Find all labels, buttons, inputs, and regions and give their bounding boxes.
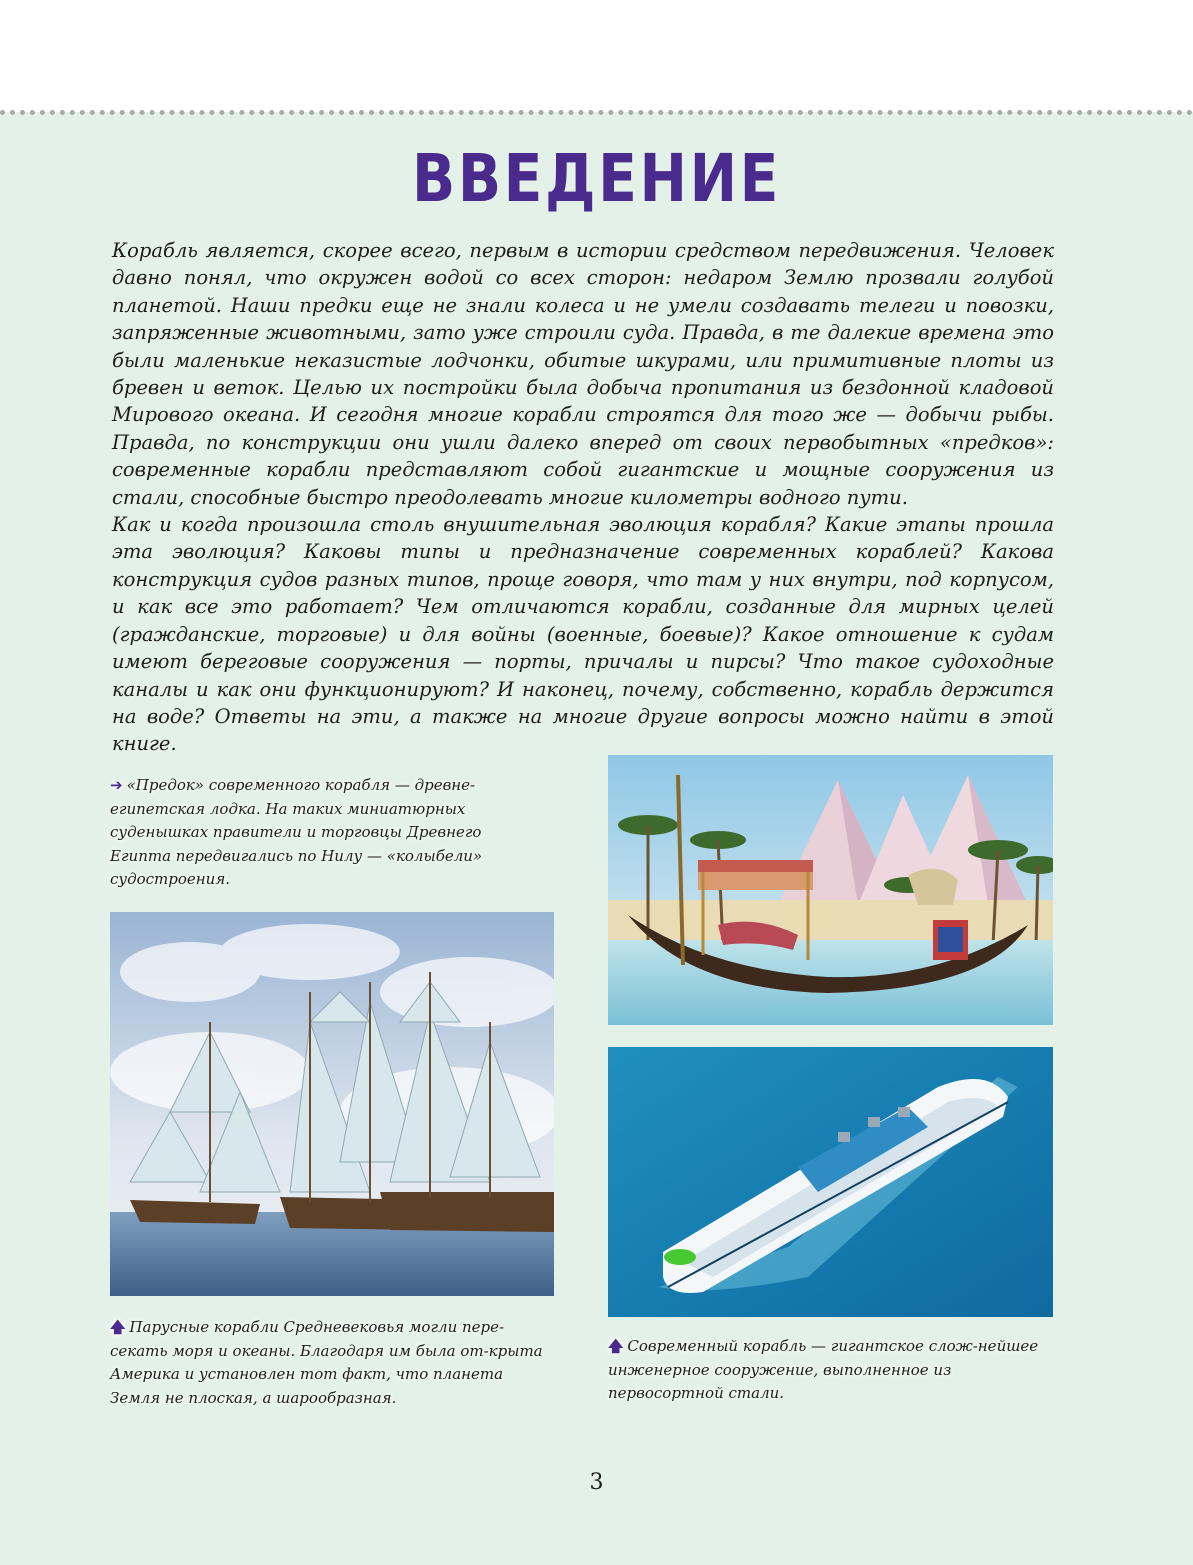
caption-egypt-text: «Предок» современного корабля — древне-египетская лодка. На таких миниатюрных суденышках правители и торговцы Древнего Египта передвигались по Нилу — «колыбели» судостроения. bbox=[110, 776, 483, 888]
egyptian-boat-image bbox=[608, 755, 1053, 1025]
caption-egypt bbox=[110, 774, 530, 892]
cruise-ship-image bbox=[608, 1047, 1053, 1317]
page-title: ВВЕДЕНИЕ bbox=[411, 140, 782, 217]
up-arrow-icon: 🡅 bbox=[608, 1337, 624, 1355]
caption-modern-text: Современный корабль — гигантское слож-нейшее инженерное сооружение, выполненное из первосортной стали. bbox=[608, 1337, 1039, 1402]
up-arrow-icon: 🡅 bbox=[110, 1318, 126, 1336]
page-number: 3 bbox=[589, 1470, 604, 1495]
caption-sailing bbox=[110, 1316, 552, 1410]
intro-paragraph-1: Корабль является, скорее всего, первым в истории средством передвижения. Человек давно понял, что окружен водой со всех сторон: недаром Землю прозвали голубой планетой. Наши предки еще не знали колеса и не умели создавать телеги и повозки, запряженные животными, зато уже строили суда. Правда, в те далекие времена это были маленькие неказистые лодчонки, обитые шкурами, или примитивные плоты из бревен и веток. Целью их постройки была добыча пропитания из бездонной кладовой Мирового океана. И сегодня многие корабли строятся для того же — добычи рыбы. Правда, по конструкции они ушли далеко вперед от своих первобытных «предков»: современные корабли представляют собой гигантские и мощные сооружения из стали, способные быстро преодолевать многие километры водного пути. bbox=[112, 239, 1054, 509]
intro-paragraph-2: Как и когда произошла столь внушительная эволюция корабля? Какие этапы прошла эта эволюция? Каковы типы и предназначение современных кораблей? Какова конструкция судов разных типов, проще говоря, что там у них внутри, под корпусом, и как все это работает? Чем отличаются корабли, созданные для мирных целей (гражданские, торговые) и для войны (военные, боевые)? Какое отношение к судам имеют береговые сооружения — порты, причалы и пирсы? Что такое судоходные каналы и как они функционируют? И наконец, почему, собственно, корабль держится на воде? Ответы на эти, а также на многие другие вопросы можно найти в этой книге. bbox=[112, 513, 1054, 756]
caption-modern bbox=[608, 1335, 1056, 1406]
dotted-divider bbox=[0, 110, 1193, 115]
sailing-ships-image bbox=[110, 912, 554, 1296]
right-arrow-icon: ➔ bbox=[110, 776, 123, 794]
intro-text bbox=[112, 237, 1054, 758]
caption-sailing-text: Парусные корабли Средневековья могли пере-секать моря и океаны. Благодаря им была от-крыта Америка и установлен тот факт, что планета Земля не плоская, а шарообразная. bbox=[110, 1318, 543, 1407]
